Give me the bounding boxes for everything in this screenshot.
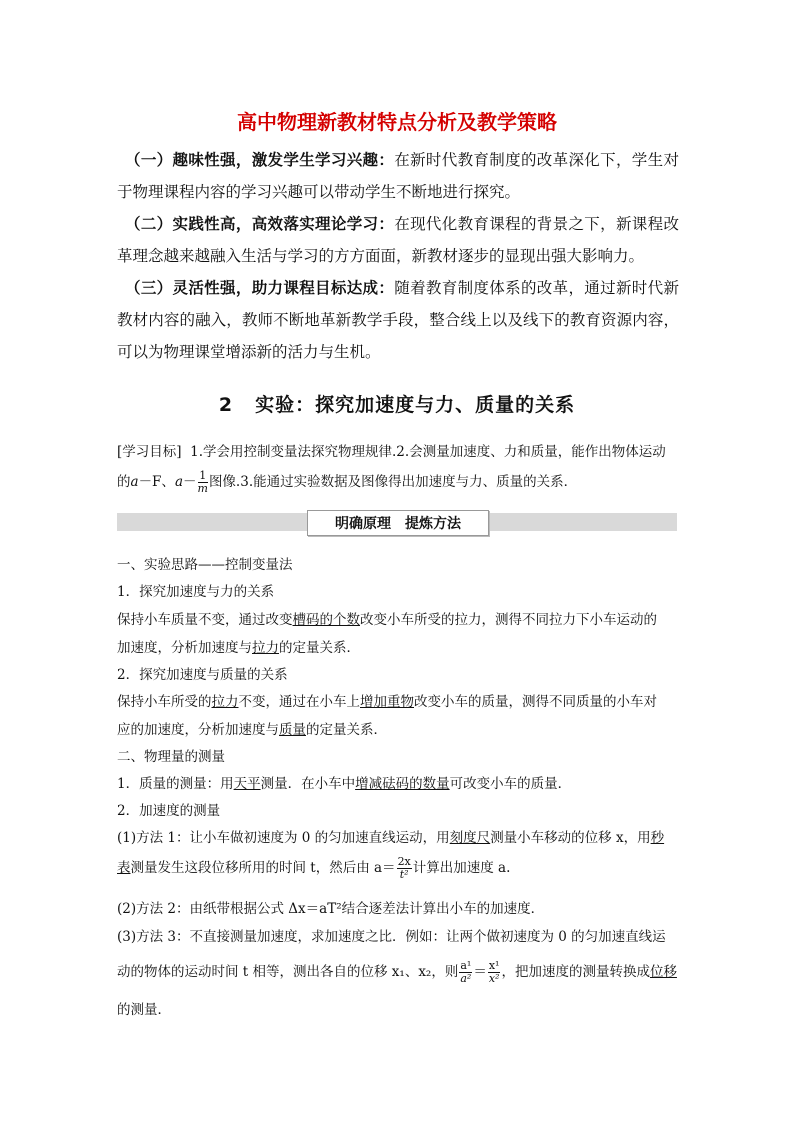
objectives-text: 图像.3.能通过实验数据及图像得出加速度与力、质量的关系．	[208, 474, 578, 490]
section-title: 实验：探究加速度与力、质量的关系	[255, 394, 576, 416]
body-subheading: 2．加速度的测量	[117, 803, 221, 819]
intro-heading-1: （一）趣味性强，激发学生学习兴趣：	[125, 150, 395, 169]
body-text: 应的加速度，分析加速度与质量的定量关系．	[117, 722, 387, 738]
objectives-text: －	[183, 474, 197, 490]
intro-text-3: 随着教育制度体系的改革，通过新时代新教材内容的融入，教师不断地革新教学手段，整合线上以及线下的教育资源内容，可以为物理课堂增添新的活力与生机。	[117, 279, 679, 361]
objectives-label: [学习目标]	[117, 444, 182, 460]
fraction-a-ratio: $\frac{\text{a¹}}{\text{a²}}$	[460, 959, 472, 985]
intro-paragraph-3	[117, 272, 679, 368]
body-subheading: 2．探究加速度与质量的关系	[117, 667, 288, 683]
math-var: a	[174, 474, 183, 490]
body-heading: 二、物理量的测量	[117, 749, 225, 765]
objectives-text: 的	[117, 474, 131, 490]
body-text: 加速度，分析加速度与拉力的定量关系．	[117, 640, 360, 656]
body-subheading: 1．探究加速度与力的关系	[117, 584, 275, 600]
body-text: (3)方法 3：不直接测量加速度，求加速度之比．例如：让两个做初速度为 0 的匀加速直线运	[117, 929, 666, 945]
fraction-numerator: 1	[199, 469, 207, 482]
objectives-text: －F、	[138, 474, 175, 490]
learning-objectives	[117, 437, 679, 497]
intro-heading-3: （三）灵活性强，助力课程目标达成：	[125, 278, 395, 297]
fraction-2x-over-t2: $\frac{2x}{\text{t²}}$	[397, 855, 411, 881]
intro-paragraph-1	[117, 144, 679, 208]
page-title: 高中物理新教材特点分析及教学策略	[237, 110, 557, 134]
fraction-one-over-m	[198, 470, 208, 495]
body-heading: 一、实验思路——控制变量法	[117, 557, 293, 573]
section-banner-label	[307, 510, 489, 536]
intro-text-1: 在新时代教育制度的改革深化下，学生对于物理课程内容的学习兴趣可以带动学生不断地进行探究。	[117, 151, 679, 201]
math-var: a	[130, 474, 139, 490]
fraction-x-ratio: $\frac{\text{x¹}}{\text{x²}}$	[488, 959, 500, 985]
body-text: 保持小车所受的拉力不变，通过在小车上增加重物改变小车的质量，测得不同质量的小车对	[117, 694, 657, 710]
body-text: 动的物体的运动时间 t 相等，测出各自的位移 x₁、x₂，则 $\frac{\text{a¹}}{\text{a²}}$ ＝ $\frac{\text{x¹}}{\text{x²}}$ ，把加速度的测量转换成位移	[117, 959, 677, 985]
body-text: 表测量发生这段位移所用的时间 t，然后由 a＝ $\frac{2x}{\text{t²}}$ 计算出加速度 a.	[117, 855, 511, 881]
banner-left-text: 明确原理	[335, 516, 391, 532]
intro-text-2: 在现代化教育课程的背景之下，新课程改革理念越来越融入生活与学习的方方面面，新教材逐步的显现出强大影响力。	[117, 215, 679, 265]
section-number: 2	[218, 394, 234, 416]
body-text: 1．质量的测量：用天平测量．在小车中增减砝码的数量可改变小车的质量．	[117, 776, 572, 792]
objectives-line-1: 1.学会用控制变量法探究物理规律.2.会测量加速度、力和质量，能作出物体运动	[190, 444, 666, 460]
intro-heading-2: （二）实践性高，高效落实理论学习：	[125, 214, 395, 233]
fraction-denominator: m	[197, 482, 208, 495]
body-text: 保持小车质量不变，通过改变槽码的个数改变小车所受的拉力，测得不同拉力下小车运动的	[117, 612, 657, 628]
body-text: 的测量．	[117, 1002, 171, 1018]
body-text: (2)方法 2：由纸带根据公式 Δx＝aT²结合逐差法计算出小车的加速度．	[117, 901, 545, 917]
intro-paragraph-2	[117, 208, 679, 272]
banner-right-text: 提炼方法	[405, 516, 461, 532]
body-text: (1)方法 1：让小车做初速度为 0 的匀加速直线运动，用刻度尺测量小车移动的位移 x，用秒	[117, 830, 665, 846]
section-heading	[0, 390, 794, 417]
